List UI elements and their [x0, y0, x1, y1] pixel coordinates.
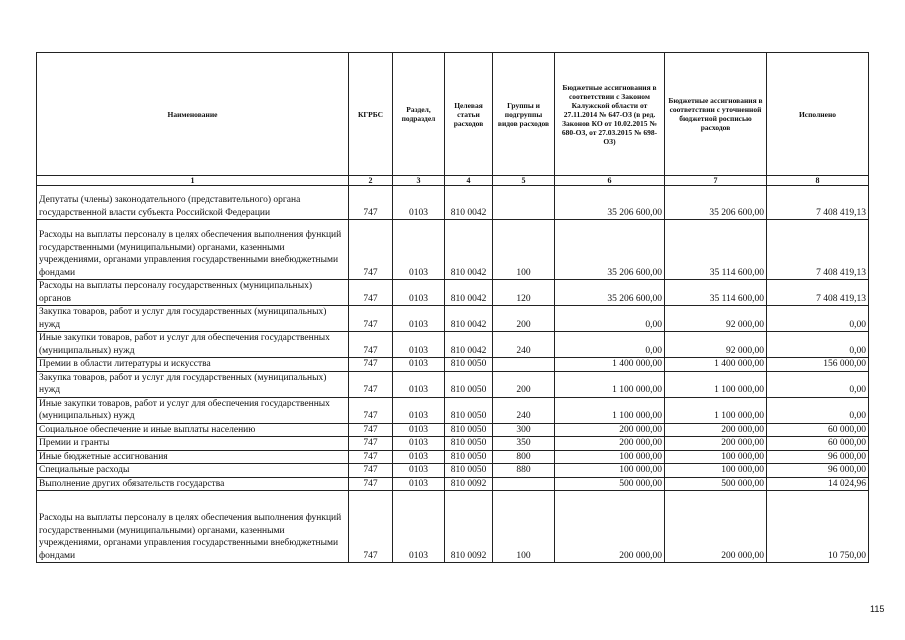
- budget-table: [36, 52, 869, 563]
- row-budget-law: 0,00: [555, 306, 665, 332]
- row-section: 0103: [393, 306, 445, 332]
- table-row: [37, 280, 869, 306]
- row-executed: 96 000,00: [767, 464, 869, 478]
- row-executed: 7 408 419,13: [767, 280, 869, 306]
- row-section: 0103: [393, 477, 445, 491]
- row-target: 810 0092: [445, 491, 493, 563]
- row-target: 810 0042: [445, 220, 493, 280]
- row-budget-refined: 92 000,00: [665, 306, 767, 332]
- row-section: 0103: [393, 464, 445, 478]
- row-budget-law: 1 400 000,00: [555, 358, 665, 372]
- row-group: 100: [493, 491, 555, 563]
- header-kgrbs: КГРБС: [349, 53, 393, 176]
- row-kgrbs: 747: [349, 280, 393, 306]
- row-name: Закупка товаров, работ и услуг для государственных (муниципальных) нужд: [37, 371, 349, 397]
- column-number: 6: [555, 176, 665, 186]
- row-executed: 0,00: [767, 332, 869, 358]
- column-number: 5: [493, 176, 555, 186]
- row-name: Премии в области литературы и искусства: [37, 358, 349, 372]
- row-section: 0103: [393, 423, 445, 437]
- row-budget-law: 35 206 600,00: [555, 280, 665, 306]
- row-budget-refined: 1 100 000,00: [665, 371, 767, 397]
- table-row: [37, 371, 869, 397]
- row-kgrbs: 747: [349, 397, 393, 423]
- row-group: 350: [493, 437, 555, 451]
- row-group: 880: [493, 464, 555, 478]
- row-group: [493, 186, 555, 220]
- row-group: 300: [493, 423, 555, 437]
- row-target: 810 0050: [445, 437, 493, 451]
- row-budget-refined: 100 000,00: [665, 450, 767, 464]
- column-number: 8: [767, 176, 869, 186]
- header-row: [37, 53, 869, 176]
- table-row: [37, 437, 869, 451]
- row-budget-refined: 35 206 600,00: [665, 186, 767, 220]
- row-group: 200: [493, 371, 555, 397]
- row-executed: 0,00: [767, 306, 869, 332]
- row-kgrbs: 747: [349, 371, 393, 397]
- row-kgrbs: 747: [349, 186, 393, 220]
- row-name: Специальные расходы: [37, 464, 349, 478]
- table-row: [37, 186, 869, 220]
- row-name: Расходы на выплаты персоналу в целях обеспечения выполнения функций государственными (муниципальными) органами, казенными учреждениями, органами управления государственными внебюджетными фондами: [37, 220, 349, 280]
- header-groups: Группы и подгруппы видов расходов: [493, 53, 555, 176]
- row-kgrbs: 747: [349, 437, 393, 451]
- row-executed: 0,00: [767, 371, 869, 397]
- row-executed: 0,00: [767, 397, 869, 423]
- column-number: 3: [393, 176, 445, 186]
- row-name: Социальное обеспечение и иные выплаты населению: [37, 423, 349, 437]
- row-kgrbs: 747: [349, 450, 393, 464]
- row-group: [493, 358, 555, 372]
- row-name: Иные бюджетные ассигнования: [37, 450, 349, 464]
- row-executed: 10 750,00: [767, 491, 869, 563]
- row-budget-law: 1 100 000,00: [555, 371, 665, 397]
- row-target: 810 0042: [445, 186, 493, 220]
- row-budget-law: 200 000,00: [555, 423, 665, 437]
- row-target: 810 0042: [445, 332, 493, 358]
- column-number: 1: [37, 176, 349, 186]
- table-row: [37, 450, 869, 464]
- row-executed: 96 000,00: [767, 450, 869, 464]
- row-section: 0103: [393, 220, 445, 280]
- row-name: Премии и гранты: [37, 437, 349, 451]
- row-kgrbs: 747: [349, 332, 393, 358]
- row-budget-refined: 35 114 600,00: [665, 280, 767, 306]
- row-kgrbs: 747: [349, 358, 393, 372]
- page-number: 115: [870, 604, 885, 614]
- table-row: [37, 477, 869, 491]
- row-budget-refined: 35 114 600,00: [665, 220, 767, 280]
- table-row: [37, 464, 869, 478]
- row-budget-law: 1 100 000,00: [555, 397, 665, 423]
- row-section: 0103: [393, 491, 445, 563]
- table-row: [37, 358, 869, 372]
- header-executed: Исполнено: [767, 53, 869, 176]
- row-budget-law: 100 000,00: [555, 450, 665, 464]
- row-kgrbs: 747: [349, 477, 393, 491]
- row-kgrbs: 747: [349, 423, 393, 437]
- row-kgrbs: 747: [349, 306, 393, 332]
- row-group: 240: [493, 332, 555, 358]
- row-group: 240: [493, 397, 555, 423]
- header-target: Целевая статьи расходов: [445, 53, 493, 176]
- row-name: Иные закупки товаров, работ и услуг для обеспечения государственных (муниципальных) нужд: [37, 332, 349, 358]
- row-budget-refined: 92 000,00: [665, 332, 767, 358]
- column-number: 2: [349, 176, 393, 186]
- row-target: 810 0042: [445, 280, 493, 306]
- table-row: [37, 397, 869, 423]
- row-target: 810 0050: [445, 397, 493, 423]
- row-name: Депутаты (члены) законодательного (представительного) органа государственной власти субъекта Российской Федерации: [37, 186, 349, 220]
- table-row: [37, 423, 869, 437]
- row-section: 0103: [393, 280, 445, 306]
- table-row: [37, 306, 869, 332]
- row-section: 0103: [393, 332, 445, 358]
- row-executed: 60 000,00: [767, 437, 869, 451]
- table-body: [37, 186, 869, 563]
- row-kgrbs: 747: [349, 464, 393, 478]
- row-budget-refined: 200 000,00: [665, 437, 767, 451]
- row-budget-law: 35 206 600,00: [555, 186, 665, 220]
- row-name: Иные закупки товаров, работ и услуг для обеспечения государственных (муниципальных) нужд: [37, 397, 349, 423]
- header-budget-refined: Бюджетные ассигнования в соответствии с уточненной бюджетной росписью расходов: [665, 53, 767, 176]
- column-number: 7: [665, 176, 767, 186]
- row-name: Расходы на выплаты персоналу в целях обеспечения выполнения функций государственными (муниципальными) органами, казенными учреждениями, органами управления государственными внебюджетными фондами: [37, 491, 349, 563]
- table-row: [37, 332, 869, 358]
- row-name: Закупка товаров, работ и услуг для государственных (муниципальных) нужд: [37, 306, 349, 332]
- row-budget-law: 0,00: [555, 332, 665, 358]
- row-budget-law: 35 206 600,00: [555, 220, 665, 280]
- row-budget-refined: 100 000,00: [665, 464, 767, 478]
- column-number-row: [37, 176, 869, 186]
- header-name: Наименование: [37, 53, 349, 176]
- row-executed: 156 000,00: [767, 358, 869, 372]
- row-executed: 7 408 419,13: [767, 186, 869, 220]
- row-target: 810 0050: [445, 450, 493, 464]
- row-name: Выполнение других обязательств государства: [37, 477, 349, 491]
- row-name: Расходы на выплаты персоналу государственных (муниципальных) органов: [37, 280, 349, 306]
- row-budget-refined: 1 100 000,00: [665, 397, 767, 423]
- row-kgrbs: 747: [349, 220, 393, 280]
- row-group: 100: [493, 220, 555, 280]
- table-row: [37, 491, 869, 563]
- table-row: [37, 220, 869, 280]
- row-budget-refined: 200 000,00: [665, 423, 767, 437]
- row-target: 810 0092: [445, 477, 493, 491]
- row-group: 800: [493, 450, 555, 464]
- row-target: 810 0050: [445, 358, 493, 372]
- row-budget-law: 200 000,00: [555, 491, 665, 563]
- row-budget-law: 500 000,00: [555, 477, 665, 491]
- row-budget-refined: 200 000,00: [665, 491, 767, 563]
- row-budget-refined: 1 400 000,00: [665, 358, 767, 372]
- row-executed: 60 000,00: [767, 423, 869, 437]
- row-kgrbs: 747: [349, 491, 393, 563]
- row-budget-law: 200 000,00: [555, 437, 665, 451]
- row-section: 0103: [393, 437, 445, 451]
- row-group: 120: [493, 280, 555, 306]
- row-section: 0103: [393, 186, 445, 220]
- column-number: 4: [445, 176, 493, 186]
- row-target: 810 0050: [445, 371, 493, 397]
- row-section: 0103: [393, 358, 445, 372]
- row-target: 810 0042: [445, 306, 493, 332]
- row-group: [493, 477, 555, 491]
- row-budget-law: 100 000,00: [555, 464, 665, 478]
- header-budget-law: Бюджетные ассигнования в соответствии с Законом Калужской области от 27.11.2014 № 647-ОЗ (в ред. Законов КО от 10.02.2015 № 680-ОЗ, от 27.03.2015 № 698-ОЗ): [555, 53, 665, 176]
- row-executed: 7 408 419,13: [767, 220, 869, 280]
- row-section: 0103: [393, 371, 445, 397]
- row-budget-refined: 500 000,00: [665, 477, 767, 491]
- row-section: 0103: [393, 397, 445, 423]
- header-section: Раздел, подраздел: [393, 53, 445, 176]
- row-executed: 14 024,96: [767, 477, 869, 491]
- row-target: 810 0050: [445, 423, 493, 437]
- row-group: 200: [493, 306, 555, 332]
- row-target: 810 0050: [445, 464, 493, 478]
- row-section: 0103: [393, 450, 445, 464]
